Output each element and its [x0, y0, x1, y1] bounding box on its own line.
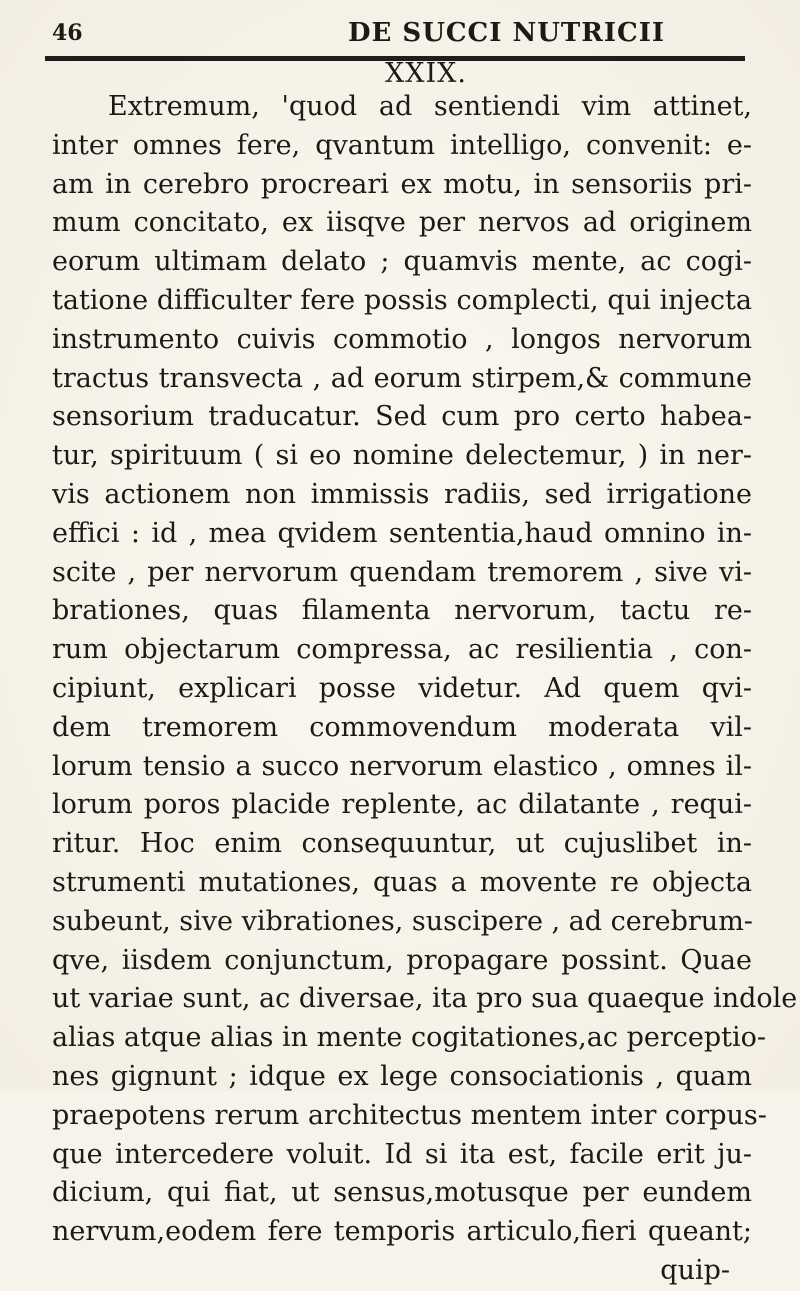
text-line: dem tremorem commovendum moderata vil- [52, 711, 752, 743]
text-line: lorum tensio a succo nervorum elastico , omnes il- [52, 750, 752, 782]
text-line: eorum ultimam delato ; quamvis mente, ac cogi- [52, 246, 752, 278]
text-line: instrumento cuivis commotio , longos nervorum [52, 323, 752, 355]
catchword: quip- [660, 1254, 730, 1286]
text-line: Extremum, 'quod ad sentiendi vim attinet, [108, 91, 752, 122]
text-line: scite , per nervorum quendam tremorem , sive vi- [52, 556, 752, 588]
running-title: DE SUCCI NUTRICII [348, 18, 666, 48]
text-line: lorum poros placide replente, ac dilatante , requi- [52, 789, 752, 821]
text-line: inter omnes fere, qvantum intelligo, convenit: e- [52, 129, 752, 161]
text-line: ut variae sunt, ac diversae, ita pro sua quaeque indole [52, 983, 798, 1015]
text-line: nervum,eodem fere temporis articulo,fieri queant; [52, 1216, 752, 1248]
section-number: XXIX. [385, 58, 467, 89]
text-line: subeunt, sive vibrationes, suscipere , ad cerebrum- [52, 905, 753, 937]
text-line: ritur. Hoc enim consequuntur, ut cujuslibet in- [52, 828, 752, 860]
text-line: nes gignunt ; idque ex lege consociationis , quam [52, 1060, 752, 1092]
text-line: brationes, quas filamenta nervorum, tactu re- [52, 595, 752, 627]
running-head [52, 18, 742, 48]
text-line: praepotens rerum architectus mentem inter corpus- [52, 1099, 767, 1131]
text-line: rum objectarum compressa, ac resilientia , con- [52, 634, 752, 666]
text-line: cipiunt, explicari posse videtur. Ad quem qvi- [52, 672, 752, 704]
text-line: que intercedere voluit. Id si ita est, facile erit ju- [52, 1138, 752, 1170]
body-text [52, 88, 798, 1291]
text-line: mum concitato, ex iisqve per nervos ad originem [52, 207, 752, 239]
text-line: qve, iisdem conjunctum, propagare possint. Quae [52, 944, 752, 976]
page-number: 46 [52, 20, 83, 46]
text-line: tatione difficulter fere possis complecti, qui injecta [52, 284, 752, 316]
text-line: effici : id , mea qvidem sententia,haud omnino in- [52, 517, 752, 549]
text-line: sensorium traducatur. Sed cum pro certo habea- [52, 401, 752, 433]
text-line: am in cerebro procreari ex motu, in sensoriis pri- [52, 168, 752, 200]
text-line: tractus transvecta , ad eorum stirpem,& commune [52, 362, 752, 394]
text-line: strumenti mutationes, quas a movente re objecta [52, 866, 752, 898]
text-line: dicium, qui fiat, ut sensus,motusque per eundem [52, 1177, 752, 1209]
text-line: alias atque alias in mente cogitationes,ac perceptio- [52, 1022, 766, 1054]
text-line: tur, spirituum ( si eo nomine delectemur, ) in ner- [52, 440, 752, 472]
text-line: vis actionem non immissis radiis, sed irrigatione [52, 478, 752, 510]
